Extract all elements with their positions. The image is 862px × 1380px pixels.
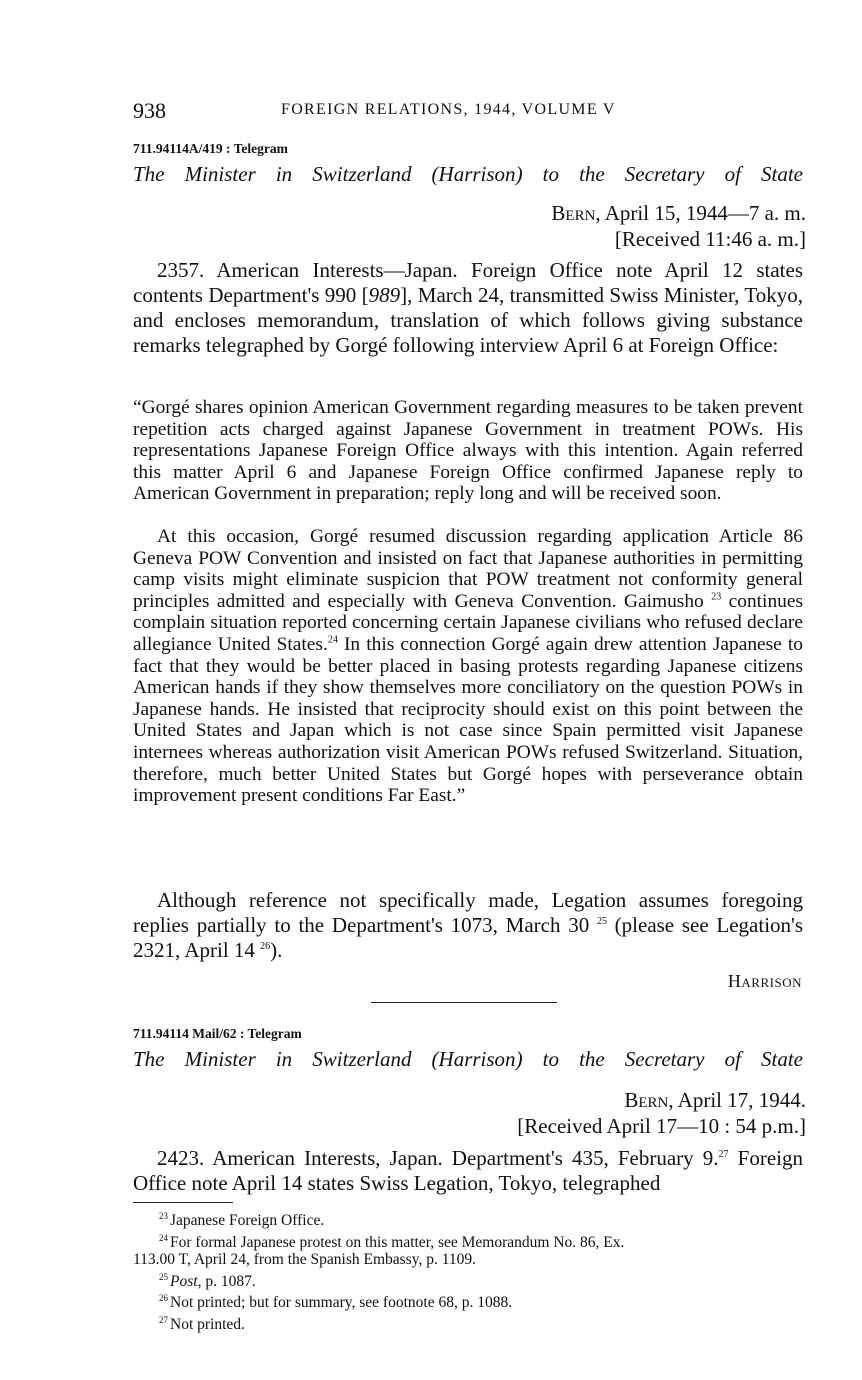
running-head-title: FOREIGN RELATIONS, 1944, VOLUME V	[281, 101, 616, 118]
footnote-ref-27: 27	[718, 1149, 729, 1160]
running-head	[133, 98, 803, 124]
footnote-27: $^{27}$ Not printed.	[159, 1315, 245, 1334]
doc1-dateline: Bern, April 15, 1944—7 a. m.	[551, 201, 806, 225]
page-number: 938	[133, 98, 166, 123]
footnote-25: $^{25}$ Post, p. 1087.	[159, 1271, 256, 1290]
footnote-23: $^{23}$ Japanese Foreign Office.	[159, 1211, 325, 1230]
doc1-received: [Received 11:46 a. m.]	[614, 227, 806, 251]
doc1-paragraph-1: 2357. American Interests—Japan. Foreign Office note April 12 states contents Department's 990 [989], March 24, transmitted Swiss Minister, Tokyo, and encloses memorandum, translation of which follows giving substance remarks telegraphed by Gorgé following interview April 6 at Foreign Office:	[133, 258, 803, 357]
doc2-received: [Received April 17—10 : 54 p.m.]	[517, 1114, 806, 1138]
footnote-rule	[133, 1202, 233, 1203]
footnote-ref-26: 26	[260, 941, 271, 952]
doc2-heading: The Minister in Switzerland (Harrison) to the Secretary of State	[133, 1047, 803, 1071]
footnote-24-continued: 113.00 T, April 24, from the Spanish Embassy, p. 1109.	[133, 1251, 476, 1269]
doc1-quote-paragraph-1: “Gorgé shares opinion American Government regarding measures to be taken prevent repetition acts charged against Japanese Government in treatment POWs. His representations Japanese Foreign Office always with this intention. Again referred this matter April 6 and Japanese Foreign Office confirmed Japanese reply to American Government in preparation; reply long and will be received soon.	[133, 397, 803, 505]
doc1-signature: Harrison	[727, 971, 802, 991]
footnote-24: $^{24}$ For formal Japanese protest on this matter, see Memorandum No. 86, Ex.	[159, 1232, 625, 1251]
doc1-file-number: 711.94114A/419 : Telegram	[133, 141, 288, 156]
doc1-heading: The Minister in Switzerland (Harrison) to the Secretary of State	[133, 162, 803, 186]
section-divider	[371, 1002, 557, 1003]
doc1-paragraph-3: Although reference not specifically made, Legation assumes foregoing replies partially to the Department's 1073, March 30 $^{25}$ (please see Legation's 2321, April 14 $^{26}$).	[133, 888, 804, 962]
footnotes	[133, 1208, 803, 1334]
footnote-ref-23: 23	[711, 591, 722, 603]
doc2-file-number: 711.94114 Mail/62 : Telegram	[133, 1026, 302, 1041]
doc1-quote-paragraph-2: At this occasion, Gorgé resumed discussion regarding application Article 86 Geneva POW Convention and insisted on fact that Japanese authorities in permitting camp visits might eliminate suspicion that POW treatment not conformity general principles admitted and especially with Geneva Convention. Gaimusho $^{23}$ continues complain situation reported concerning certain Japanese civilians who refused declare allegiance United States.$^{24}$ In this connection Gorgé again drew attention Japanese to fact that they would be better placed in basing protests regarding Japanese citizens American hands if they show themselves more conciliatory on the question POWs in Japanese hands. He insisted that reciprocity should exist on this point between the United States and Japan which is not case since Spain permitted visit Japanese internees whereas authorization visit American POWs refused Switzerland. Situation, therefore, much better United States but Gorgé hopes with perseverance obtain improvement present conditions Far East.”	[133, 526, 803, 807]
footnote-ref-25: 25	[596, 916, 607, 927]
doc2-dateline: Bern, April 17, 1944.	[624, 1088, 806, 1112]
doc2-paragraph-1: 2423. American Interests, Japan. Department's 435, February 9.27 Foreign Office note April 14 states Swiss Legation, Tokyo, telegraphed	[133, 1146, 803, 1195]
footnote-26: $^{26}$ Not printed; but for summary, see footnote 68, p. 1088.	[159, 1293, 513, 1312]
footnote-ref-24: 24	[327, 634, 338, 646]
